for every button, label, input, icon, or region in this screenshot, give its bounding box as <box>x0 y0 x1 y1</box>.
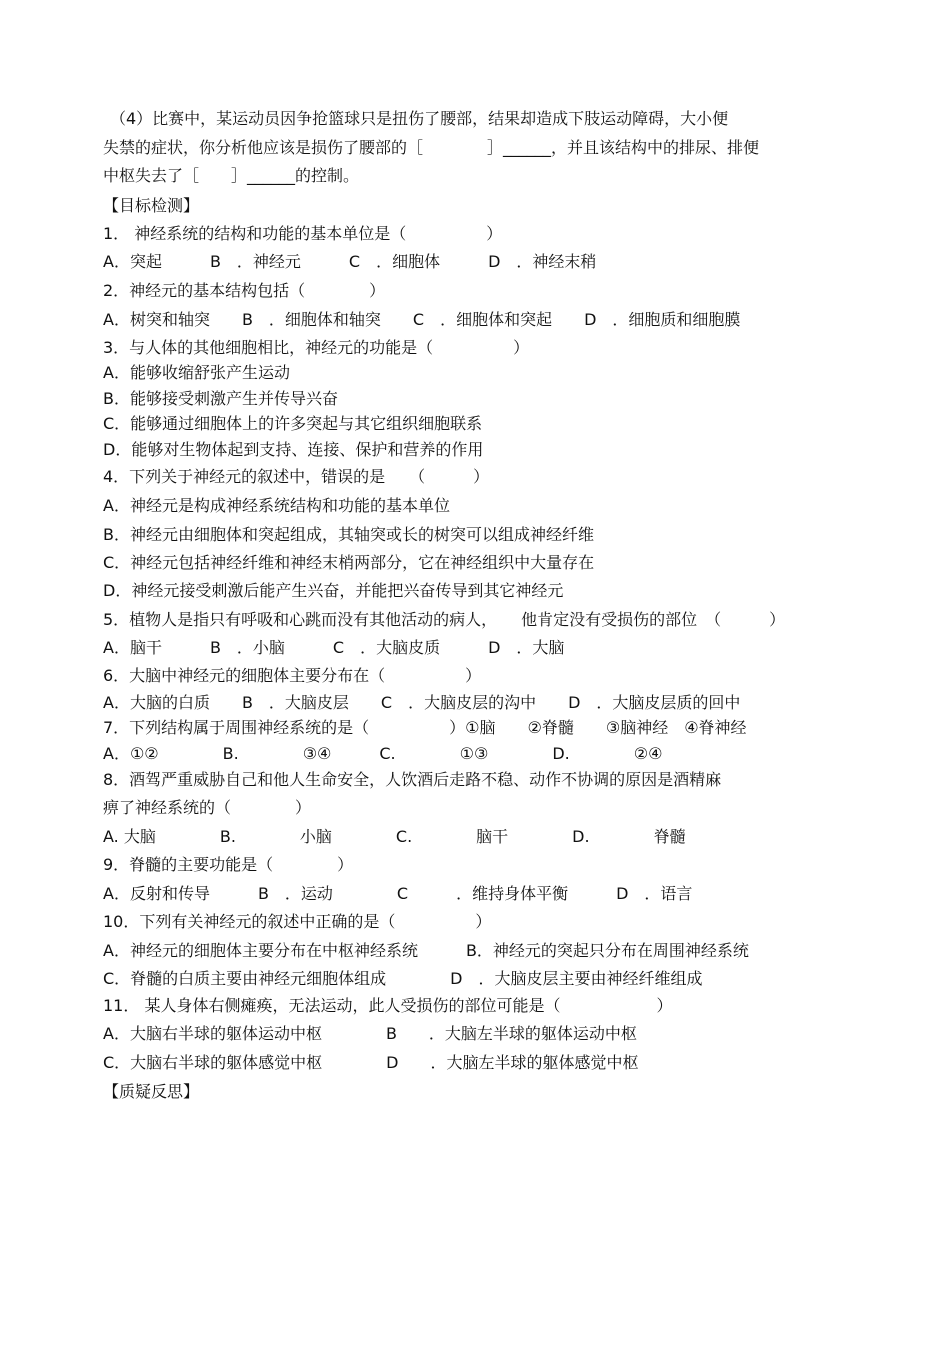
question-line: 3．与人体的其他细胞相比，神经元的功能是（ ） <box>103 338 530 357</box>
option-line: A．反射和传导 B ．运动 C ．维持身体平衡 D ．语言 <box>103 884 693 903</box>
option-line: A．大脑右半球的躯体运动中枢 B ．大脑左半球的躯体运动中枢 <box>103 1024 637 1043</box>
option-line: A．神经元是构成神经系统结构和功能的基本单位 <box>103 496 450 515</box>
option-line: A．突起 B ．神经元 C ．细胞体 D ．神经末稍 <box>103 252 597 271</box>
option-line: C．脊髓的白质主要由神经元细胞体组成 D ．大脑皮层主要由神经纤维组成 <box>103 969 703 988</box>
option-line: A．大脑的白质 B ．大脑皮层 C ．大脑皮层的沟中 D ．大脑皮层质的回中 <box>103 693 741 712</box>
text-line: 失禁的症状，你分析他应该是损伤了腰部的［ ］______，并且该结构中的排尿、排便 <box>103 138 760 157</box>
text-line: 中枢失去了［ ］______的控制。 <box>103 166 360 185</box>
question-line: 11． 某人身体右侧瘫痪，无法运动，此人受损伤的部位可能是（ ） <box>103 996 673 1015</box>
question-line: 9．脊髓的主要功能是（ ） <box>103 855 354 874</box>
question-line: 4．下列关于神经元的叙述中，错误的是 （ ） <box>103 467 490 486</box>
question-line: 6．大脑中神经元的细胞体主要分布在（ ） <box>103 666 482 685</box>
option-line: D．能够对生物体起到支持、连接、保护和营养的作用 <box>103 440 484 459</box>
question-line: 7．下列结构属于周围神经系统的是（ ）①脑 ②脊髓 ③脑神经 ④脊神经 <box>103 718 747 737</box>
option-line: A．能够收缩舒张产生运动 <box>103 363 290 382</box>
option-line: A．脑干 B ．小脑 C ．大脑皮质 D ．大脑 <box>103 638 565 657</box>
option-line: C．大脑右半球的躯体感觉中枢 D ．大脑左半球的躯体感觉中枢 <box>103 1053 639 1072</box>
section-heading: 【质疑反思】 <box>103 1082 200 1101</box>
question-line: 10．下列有关神经元的叙述中正确的是（ ） <box>103 912 492 931</box>
question-line: 8．酒驾严重威胁自己和他人生命安全，人饮酒后走路不稳、动作不协调的原因是酒精麻 <box>103 770 722 789</box>
option-line: A. 大脑 B. 小脑 C. 脑干 D. 脊髓 <box>103 827 686 846</box>
section-heading: 【目标检测】 <box>103 196 200 215</box>
option-line: C．神经元包括神经纤维和神经末梢两部分，它在神经组织中大量存在 <box>103 553 595 572</box>
question-line: 1． 神经系统的结构和功能的基本单位是（ ） <box>103 224 503 243</box>
option-line: A．树突和轴突 B ．细胞体和轴突 C ．细胞体和突起 D ．细胞质和细胞膜 <box>103 310 741 329</box>
option-line: A．①② B. ③④ C. ①③ D. ②④ <box>103 744 663 763</box>
text-line: 痹了神经系统的（ ） <box>103 798 312 817</box>
text-line: （4）比赛中，某运动员因争抢篮球只是扭伤了腰部，结果却造成下肢运动障碍，大小便 <box>110 109 729 128</box>
option-line: C．能够通过细胞体上的许多突起与其它组织细胞联系 <box>103 414 483 433</box>
option-line: B．神经元由细胞体和突起组成，其轴突或长的树突可以组成神经纤维 <box>103 525 594 544</box>
question-line: 2．神经元的基本结构包括（ ） <box>103 281 386 300</box>
option-line: B．能够接受刺激产生并传导兴奋 <box>103 389 338 408</box>
option-line: A．神经元的细胞体主要分布在中枢神经系统 B．神经元的突起只分布在周围神经系统 <box>103 941 749 960</box>
option-line: D．神经元接受刺激后能产生兴奋，并能把兴奋传导到其它神经元 <box>103 581 564 600</box>
question-line: 5．植物人是指只有呼吸和心跳而没有其他活动的病人， 他肯定没有受损伤的部位 （ ） <box>103 610 786 629</box>
